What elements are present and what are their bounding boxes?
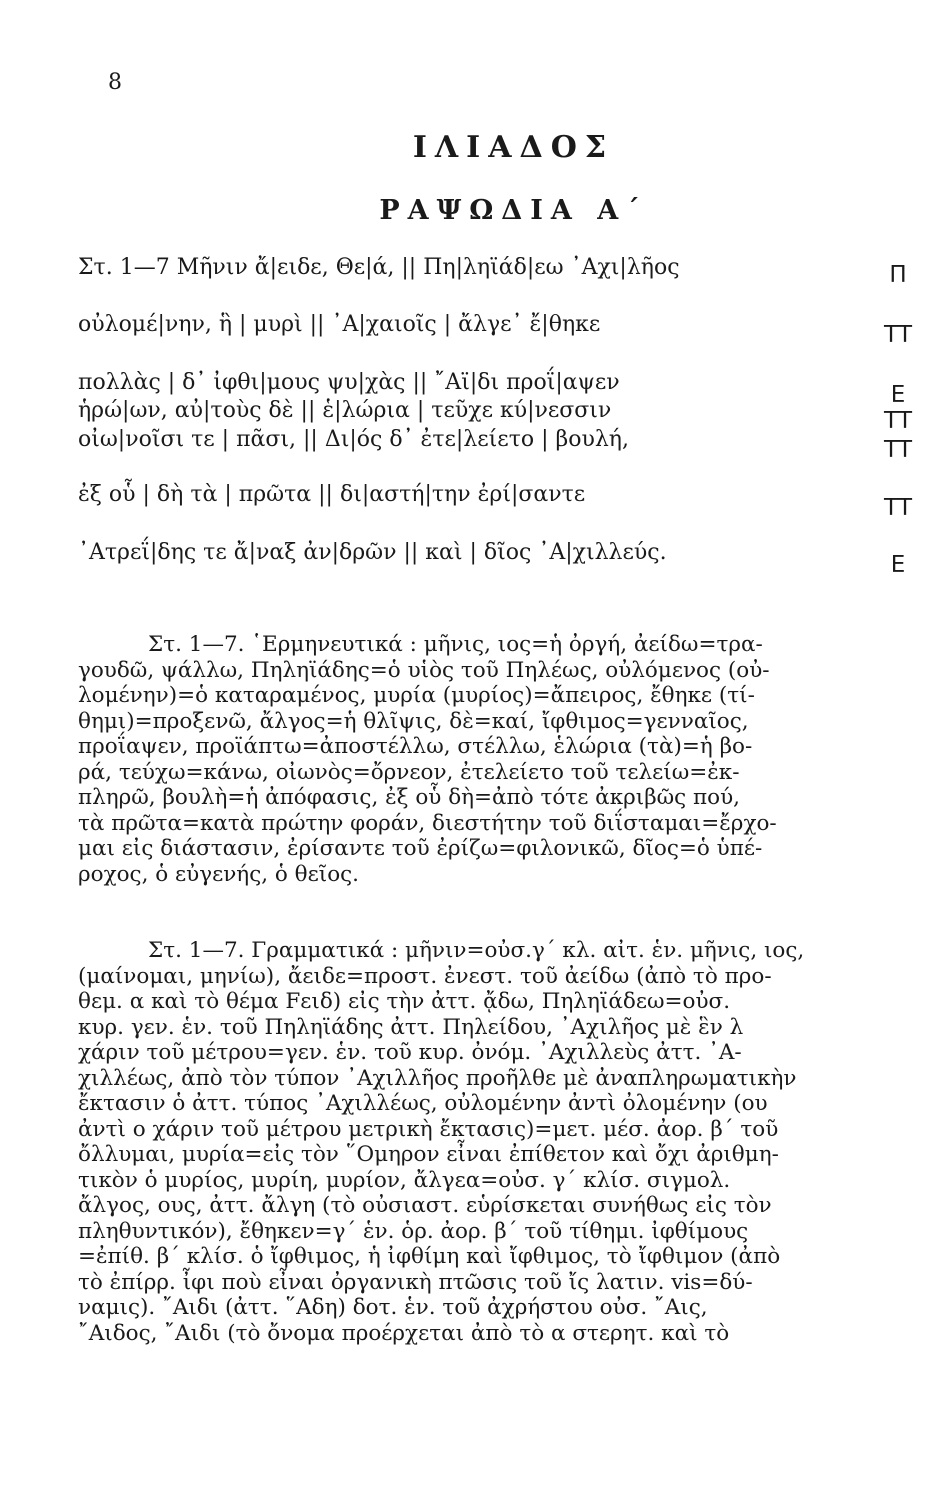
scansion-mark: ΤΤ bbox=[883, 495, 913, 521]
interpretive-notes bbox=[78, 632, 908, 887]
note-line: θημι)=προξενῶ, ἄλγος=ἡ θλῖψις, δὲ=καί, ἴφθιμος=γενναῖος, bbox=[78, 708, 749, 734]
note-line: ἔκτασιν ὁ ἀττ. τύπος ᾿Αχιλλέως, οὐλομένην ἀντὶ ὀλομένην (ου bbox=[78, 1091, 768, 1116]
note-line: θεμ. α καὶ τὸ θέμα Fειδ) εἰς τὴν ἀττ. ᾄδω, Πηληϊάδεω=οὐσ. bbox=[78, 989, 731, 1014]
note-line: (μαίνομαι, μηνίω), ἄειδε=προστ. ἐνεστ. τοῦ ἀείδω (ἀπὸ τὸ προ- bbox=[78, 963, 772, 989]
note-line: κυρ. γεν. ἑν. τοῦ Πηληϊάδης ἀττ. Πηλείδου, ᾿Αχιλῆος μὲ ἓν λ bbox=[78, 1014, 744, 1040]
note-line: χάριν τοῦ μέτρου=γεν. ἑν. τοῦ κυρ. ὀνόμ. ᾿Αχιλλεὺς ἀττ. ᾿Α- bbox=[78, 1040, 742, 1065]
verse-line: πολλὰς | δ᾿ ἰφθι|μους ψυ|χὰς || ῎Αϊ|δι προΐ|αψεν bbox=[78, 370, 620, 395]
scansion-mark: ΤΤ bbox=[883, 437, 913, 463]
grammatical-notes bbox=[78, 938, 908, 1346]
book-title: ΙΛΙΑΔΟΣ bbox=[412, 130, 615, 165]
scansion-mark: ΤΤ bbox=[883, 408, 913, 434]
verse-line: οἰω|νοῖσι τε | πᾶσι, || Δι|ός δ᾿ ἐτε|λείετο | βουλή, bbox=[78, 427, 629, 452]
note-line: Στ. 1—7. Γραμματικά : μῆνιν=οὐσ.γ΄ κλ. αἰτ. ἑν. μῆνις, ιος, bbox=[148, 938, 805, 963]
note-line: ἄλγος, ους, ἀττ. ἄλγη (τὸ οὐσιαστ. εὑρίσκεται συνήθως εἰς τὸν bbox=[78, 1193, 772, 1218]
note-line: ἀντὶ ο χάριν τοῦ μέτρου μετρικὴ ἔκτασις)=μετ. μέσ. ἀορ. β΄ τοῦ bbox=[78, 1116, 779, 1142]
note-line: μαι εἰς διάστασιν, ἐρίσαντε τοῦ ἐρίζω=φιλονικῶ, δῖος=ὁ ὑπέ- bbox=[78, 836, 763, 861]
verse-line: ἡρώ|ων, αὐ|τοὺς δὲ || ἑ|λώρια | τεῦχε κύ|νεσσιν bbox=[78, 398, 612, 423]
scansion-mark: Π bbox=[889, 262, 907, 288]
note-line: ὄλλυμαι, μυρία=εἰς τὸν ῞Ομηρον εἶναι ἐπίθετον καὶ ὄχι ἀριθμη- bbox=[78, 1142, 779, 1167]
scansion-mark: Ε bbox=[890, 552, 906, 578]
verse-line: ᾿Ατρεΐ|δης τε ἄ|ναξ ἀν|δρῶν || καὶ | δῖος ᾿Α|χιλλεύς. bbox=[78, 540, 667, 565]
note-line: πληθυντικόν), ἔθηκεν=γ΄ ἑν. ὁρ. ἀορ. β΄ τοῦ τίθημι. ἰφθίμους bbox=[78, 1218, 749, 1244]
note-line: ῎Αιδος, ῎Αιδι (τὸ ὄνομα προέρχεται ἀπὸ τὸ α στερητ. καὶ τὸ bbox=[78, 1320, 730, 1346]
note-line: =ἐπίθ. β΄ κλίσ. ὁ ἴφθιμος, ἡ ἰφθίμη καὶ ἴφθιμος, τὸ ἴφθιμον (ἀπὸ bbox=[78, 1244, 781, 1269]
page-number: 8 bbox=[108, 70, 122, 95]
note-line: πληρῶ, βουλὴ=ἡ ἀπόφασις, ἐξ οὗ δὴ=ἀπὸ τότε ἀκριβῶς πού, bbox=[78, 785, 741, 810]
note-line: γουδῶ, ψάλλω, Πηληϊάδης=ὁ υἱὸς τοῦ Πηλέως, οὐλόμενος (οὐ- bbox=[78, 657, 770, 683]
note-line: ροχος, ὁ εὐγενής, ὁ θεῖος. bbox=[78, 861, 360, 887]
note-line: Στ. 1—7. ῾Ερμηνευτικά : μῆνις, ιος=ἡ ὀργή, ἀείδω=τρα- bbox=[148, 632, 763, 657]
note-line: ρά, τεύχω=κάνω, οἰωνὸς=ὄρνεον, ἐτελείετο τοῦ τελείω=ἐκ- bbox=[78, 759, 740, 785]
note-line: προΐαψεν, προϊάπτω=ἀποστέλλω, στέλλω, ἑλώρια (τὰ)=ἡ βο- bbox=[78, 734, 753, 759]
note-line: τὸ ἐπίρρ. ἶφι ποὺ εἶναι ὀργανικὴ πτῶσις τοῦ ἴς λατιν. vis=δύ- bbox=[78, 1269, 753, 1295]
scansion-mark: ΤΤ bbox=[883, 322, 913, 348]
note-line: λομένην)=ὁ καταραμένος, μυρία (μυρίος)=ἄπειρος, ἔθηκε (τί- bbox=[78, 683, 755, 708]
verse-line: οὐλομέ|νην, ἣ | μυρὶ || ᾿Α|χαιοῖς | ἄλγε᾿ ἔ|θηκε bbox=[78, 312, 601, 337]
note-line: τικὸν ὁ μυρίος, μυρίη, μυρίον, ἄλγεα=οὐσ. γ΄ κλίσ. σιγμολ. bbox=[78, 1167, 731, 1193]
scansion-mark: Ε bbox=[890, 382, 906, 408]
verse-line: Στ. 1—7 Μῆνιν ἄ|ειδε, Θε|ά, || Πη|ληϊάδ|εω ᾿Αχι|λῆος bbox=[78, 255, 680, 280]
note-line: ναμις). ῎Αιδι (ἀττ. ῞Αδη) δοτ. ἑν. τοῦ ἀχρήστου οὐσ. ῎Αις, bbox=[78, 1295, 708, 1320]
note-line: τὰ πρῶτα=κατὰ πρώτην φοράν, διεστήτην τοῦ διΐσταμαι=ἔρχο- bbox=[78, 810, 777, 836]
rhapsody-title: ΡΑΨΩΔΙΑ Α΄ bbox=[379, 195, 648, 226]
verse-line: ἐξ οὗ | δὴ τὰ | πρῶτα || δι|αστή|την ἐρί|σαντε bbox=[78, 482, 586, 507]
note-line: χιλλέως, ἀπὸ τὸν τύπον ᾿Αχιλλῆος προῆλθε μὲ ἀναπληρωματικὴν bbox=[78, 1065, 797, 1091]
